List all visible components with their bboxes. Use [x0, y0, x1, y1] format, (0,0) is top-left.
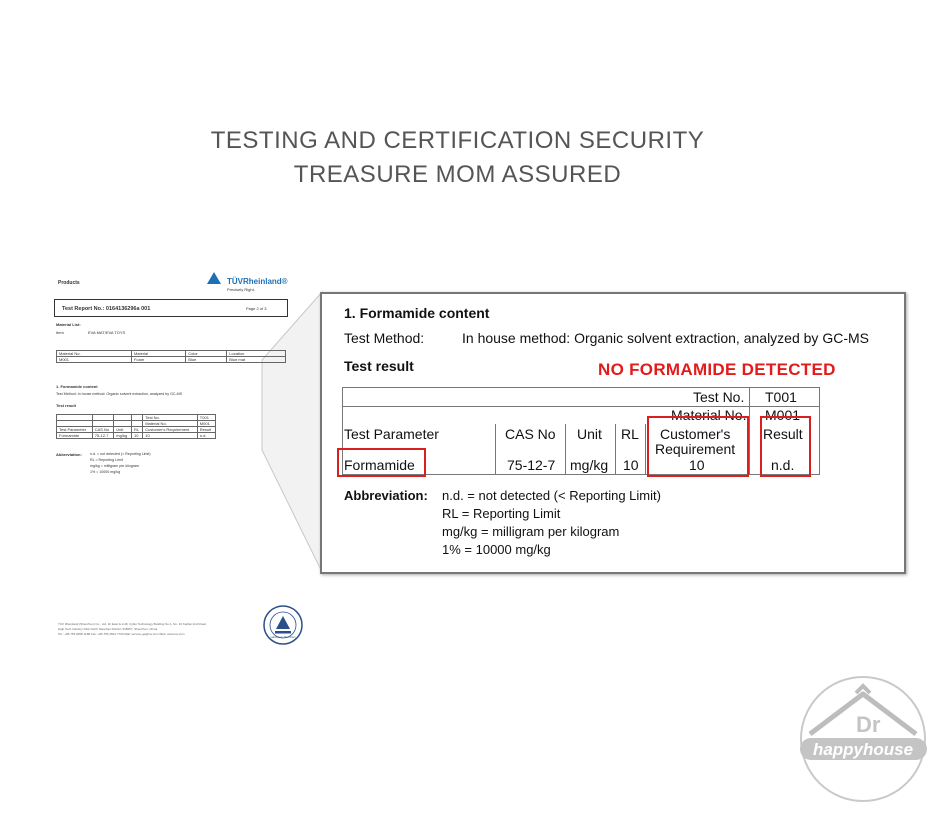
material-table-header: Color	[186, 351, 227, 357]
table-border	[819, 387, 820, 475]
thumb-abbrev-line: RL = Reporting Limit	[90, 458, 123, 462]
brand-tagline: Precisely Right.	[227, 287, 255, 292]
zoom-panel	[320, 292, 906, 574]
thumb-cell: Unit	[114, 427, 132, 433]
formamide-highlight-box	[337, 448, 426, 477]
thumb-cell: T001	[197, 415, 215, 421]
material-no-value: M001	[765, 407, 801, 423]
material-list-label: Material List:	[56, 322, 81, 327]
thumb-cell: Result	[197, 427, 215, 433]
test-no-value: T001	[765, 389, 797, 405]
thumb-test-result-label: Test result	[56, 403, 76, 408]
thumb-cell: CAS No	[92, 427, 114, 433]
zoom-abbrev-line: RL = Reporting Limit	[442, 506, 561, 521]
material-table	[56, 350, 286, 363]
result-highlight-box	[760, 416, 811, 477]
table-border	[749, 387, 750, 475]
row-requirement: 10	[689, 457, 705, 473]
header-result: Result	[763, 426, 803, 442]
zoom-abbrev-label: Abbreviation:	[344, 488, 428, 503]
material-table-header: Material	[131, 351, 185, 357]
table-border	[615, 424, 616, 475]
report-thumbnail	[50, 268, 300, 658]
watermark-text: happyhouse	[812, 740, 914, 759]
thumb-section-title: 1. Formamide content	[56, 384, 98, 389]
report-number: Test Report No.: 0164136296a 001	[62, 306, 151, 312]
thumb-abbrev-line: mg/kg = milligram per kilogram	[90, 464, 140, 468]
products-label: Products	[58, 280, 80, 286]
thumb-cell: 10	[143, 433, 198, 439]
brand-name: TÜVRheinland®	[227, 277, 288, 286]
seal-label: Laboratory Shenzhen	[270, 636, 296, 639]
material-no-label: Material No.	[671, 407, 747, 423]
header-rl: RL	[621, 426, 639, 442]
table-border	[645, 424, 646, 475]
watermark-monogram: Dr	[856, 712, 881, 737]
laboratory-seal-icon	[263, 605, 303, 645]
table-border	[495, 424, 496, 475]
thumb-cell: n.d.	[197, 433, 215, 439]
row-cas: 75-12-7	[507, 457, 556, 473]
material-table-header: Material No.	[57, 351, 132, 357]
zoom-test-result-label: Test result	[344, 358, 414, 374]
zoom-abbrev-line: 1% = 10000 mg/kg	[442, 542, 551, 557]
row-parameter: Formamide	[344, 457, 415, 473]
item-value: EVA MAT/EVA TOYS	[88, 330, 126, 335]
material-table-cell: Foam	[131, 357, 185, 363]
thumb-cell: RL	[131, 427, 142, 433]
thumb-result-table	[56, 414, 216, 439]
thumb-cell: M001	[197, 421, 215, 427]
zoom-test-method-label: Test Method:	[344, 330, 425, 346]
material-table-cell: Blue	[186, 357, 227, 363]
header-requirement-line1: Customer's	[660, 426, 731, 442]
footer-line: High Tech Industry Park North Nanshan District, 518057, Shenzhen, China	[58, 627, 158, 631]
row-result: n.d.	[771, 457, 795, 473]
thumb-abbrev-label: Abbreviation:	[56, 452, 82, 457]
material-table-cell: Blue mat	[227, 357, 286, 363]
zoom-section-title: 1. Formamide content	[344, 305, 490, 321]
headline-line-1: TESTING AND CERTIFICATION SECURITY	[210, 127, 705, 154]
happyhouse-watermark-logo	[796, 672, 931, 807]
thumb-cell: mg/kg	[114, 433, 132, 439]
thumb-cell: Material No.	[143, 421, 198, 427]
tuv-logo-icon	[207, 272, 221, 284]
thumb-test-method: Test Method: In house method: Organic solvent extraction, analyzed by GC-MS	[56, 392, 183, 396]
thumb-cell: 75-12-7	[92, 433, 114, 439]
thumb-abbrev-line: n.d. = not detected (< Reporting Limit)	[90, 452, 151, 456]
footer-line: Tel.: +86 755 8268 1188 Fax: +86 755 2603 7700 Mail: service-gs@tuv.com Web: www.tuv.com	[58, 632, 185, 636]
zoom-test-method-value: In house method: Organic solvent extraction, analyzed by GC-MS	[462, 330, 869, 346]
header-parameter: Test Parameter	[344, 426, 439, 442]
page-number: Page 2 of 3	[246, 306, 267, 311]
no-formamide-highlight: NO FORMAMIDE DETECTED	[598, 360, 836, 379]
footer-line: TÜV Rheinland (Shenzhen) Co., Ltd. 1F East & 2-4F, Cybio Technology Building No.1, No. 16 Kejibei 2nd Road,	[58, 622, 207, 626]
header-unit: Unit	[577, 426, 602, 442]
thumb-cell: Test No.	[143, 415, 198, 421]
row-unit: mg/kg	[570, 457, 609, 473]
test-no-label: Test No.	[693, 389, 745, 405]
thumb-cell: 10	[131, 433, 142, 439]
thumb-abbrev-line: 1% = 10000 mg/kg	[90, 470, 121, 474]
material-table-header: Location	[227, 351, 286, 357]
item-label: Item	[56, 330, 64, 335]
headline-line-2: TREASURE MOM ASSURED	[293, 161, 622, 188]
thumb-cell: Customer's Requirement	[143, 427, 198, 433]
zoom-abbrev-line: n.d. = not detected (< Reporting Limit)	[442, 488, 661, 503]
zoom-abbrev-line: mg/kg = milligram per kilogram	[442, 524, 620, 539]
row-rl: 10	[623, 457, 639, 473]
header-cas: CAS No	[505, 426, 556, 442]
thumb-cell: Formamide	[57, 433, 93, 439]
material-table-cell: M001	[57, 357, 132, 363]
thumb-cell: Test Parameter	[57, 427, 93, 433]
table-border	[565, 424, 566, 475]
header-requirement-line2: Requirement	[655, 441, 736, 457]
requirement-highlight-box	[647, 416, 749, 477]
